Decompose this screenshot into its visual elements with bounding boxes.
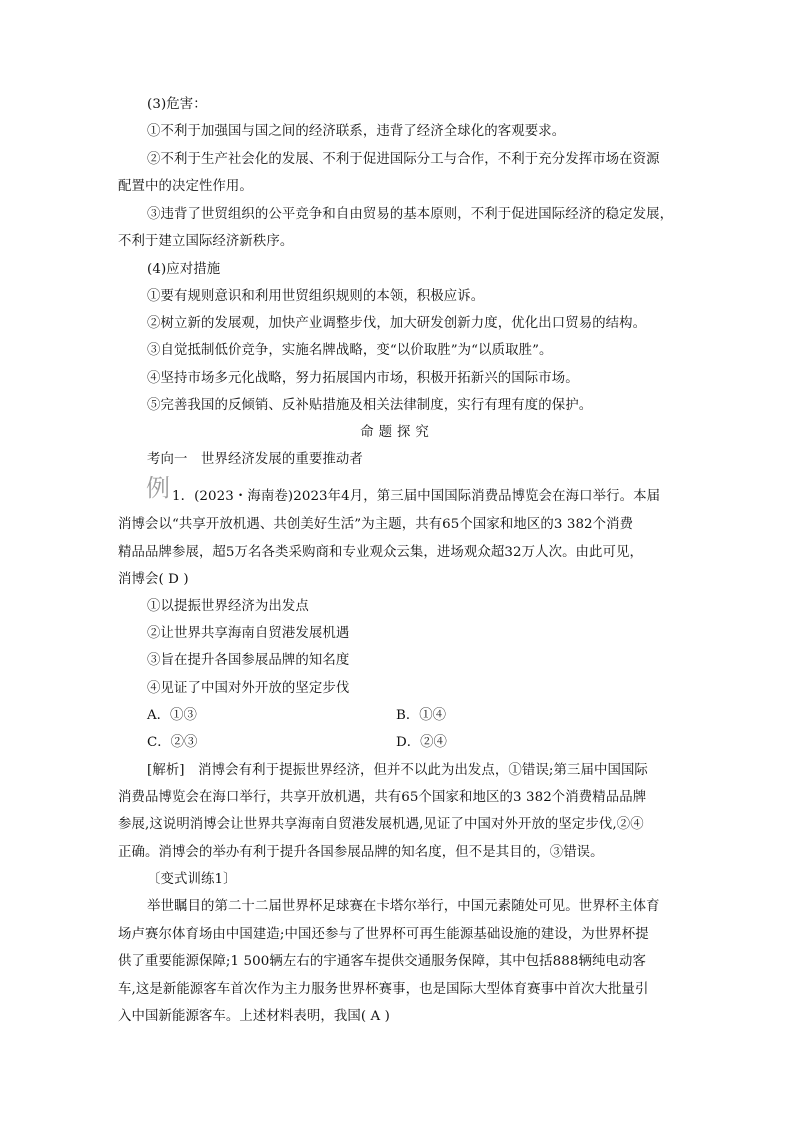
option-a: A．①③ [147,708,197,723]
paragraph-line: ④坚持市场多元化战略，努力拓展国内市场，积极开拓新兴的国际市场。 [147,371,579,386]
paragraph-line: ②不利于生产社会化的发展、不利于促进国际分工与合作，不利于充分发挥市场在资源 [147,152,660,167]
paragraph-line: ①不利于加强国与国之间的经济联系，违背了经济全球化的客观要求。 [147,124,566,139]
question-line: 1．(2023・海南卷)2023年4月，第三届中国国际消费品博览会在海口举行。本届 [172,489,661,504]
section-title: 命题探究 [360,425,434,440]
analysis-line: 参展,这说明消博会让世界共享海南自贸港发展机遇,见证了中国对外开放的坚定步伐,②④ [118,817,644,832]
question-line: 消博会以“共享开放机遇、共创美好生活”为主题，共有65个国家和地区的3 382个消费 [118,517,634,532]
paragraph-line: 不利于建立国际经济新秩序。 [118,234,294,249]
paragraph-line: 举世瞩目的第二十二届世界杯足球赛在卡塔尔举行，中国元素随处可见。世界杯主体育 [147,899,660,914]
option-d: D．②④ [396,735,447,750]
statement-item: ④见证了中国对外开放的坚定步伐 [147,681,350,696]
measures-heading: (4)应对措施 [147,262,221,277]
analysis-line: 消费品博览会在海口举行，共享开放机遇，共有65个国家和地区的3 382个消费精品品牌 [118,790,647,805]
example-mark-icon: 例 [146,474,170,502]
paragraph-line: 配置中的决定性作用。 [118,179,253,194]
paragraph-line: 车,这是新能源客车首次作为主力服务世界杯赛事，也是国际大型体育赛事中首次大批量引 [118,982,649,997]
paragraph-line: 入中国新能源客车。上述材料表明，我国( A ) [118,1009,390,1024]
question-line: 消博会( D ) [118,572,189,587]
harm-heading: (3)危害： [147,97,207,112]
paragraph-line: ①要有规则意识和利用世贸组织规则的本领，积极应诉。 [147,289,485,304]
paragraph-line: 场卢赛尔体育场由中国建造;中国还参与了世界杯可再生能源基础设施的建设，为世界杯提 [118,927,649,942]
statement-item: ②让世界共享海南自贸港发展机遇 [147,626,350,641]
direction-heading: 考向一 世界经济发展的重要推动者 [147,452,363,467]
paragraph-line: ③自觉抵制低价竞争，实施名牌战略，变“以价取胜”为“以质取胜”。 [147,343,553,358]
analysis-line: [解析] 消博会有利于提振世界经济，但并不以此为出发点，①错误;第三届中国国际 [147,763,648,778]
option-b: B．①④ [396,708,447,723]
question-line: 精品品牌参展，超5万名各类采购商和专业观众云集，进场观众超32万人次。由此可见， [118,545,644,560]
variant-training-heading: 〔变式训练1〕 [147,872,237,887]
option-c: C．②③ [147,735,198,750]
paragraph-line: ②树立新的发展观，加快产业调整步伐，加大研发创新力度，优化出口贸易的结构。 [147,316,647,331]
analysis-line: 正确。消博会的举办有利于提升各国参展品牌的知名度，但不是其目的，③错误。 [118,845,604,860]
paragraph-line: ③违背了世贸组织的公平竞争和自由贸易的基本原则，不利于促进国际经济的稳定发展， [147,207,674,222]
paragraph-line: ⑤完善我国的反倾销、反补贴措施及相关法律制度，实行有理有度的保护。 [147,398,593,413]
statement-item: ③旨在提升各国参展品牌的知名度 [147,653,350,668]
statement-item: ①以提振世界经济为出发点 [147,599,309,614]
paragraph-line: 供了重要能源保障;1 500辆左右的宇通客车提供交通服务保障，其中包括888辆纯电动客 [118,954,646,969]
